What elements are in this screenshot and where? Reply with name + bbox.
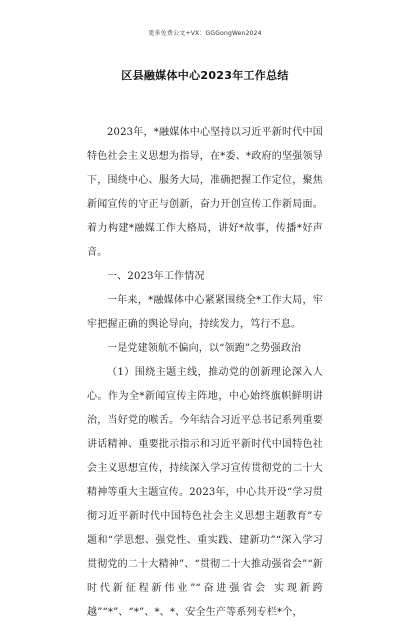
paragraph-detail: （1）围绕主题主线，推动党的创新理论深入人心。作为全*新闻宣传主阵地，中心始终旗帜鲜明讲治，当好党的喉舌。今年结合习近平总书记系列重要讲话精神、重要批示指示和习近平新时代中国特色社会主义思想宣传，持续深入学习宣传贯彻党的二十大精神等重大主题宣传。2023年，中心共开设“学习贯彻习近平新时代中国特色社会主义思想主题教育”专题和“学思想、强党性、重实践、建新功”“深入学习贯彻党的二十大精神”、“贯彻二十大推动强省会”“新时代新征程新伟业”“奋进强省会 实现新跨越”“*”、“*”、*、*、安全生产等系列专栏*个， <box>87 367 323 618</box>
header-note: 更多免费公文+VX：GGGongWen2024 <box>148 30 262 37</box>
section-heading: 一、2023年工作情况 <box>107 271 205 282</box>
document-body <box>87 121 323 625</box>
document-title: 区县融媒体中心2023年工作总结 <box>121 69 289 82</box>
paragraph-summary: 一年来，*融媒体中心紧紧围绕全*工作大局，牢牢把握正确的舆论导向，持续发力，笃行不息。 <box>87 295 323 330</box>
subsection-heading: 一是党建领航不偏向，以“领跑”之势强政治 <box>107 343 302 354</box>
paragraph-intro: 2023年，*融媒体中心坚持以习近平新时代中国特色社会主义思想为指导，在*委、*政府的坚强领导下，围绕中心、服务大局，准确把握工作定位，聚焦新闻宣传的守正与创新，奋力开创宣传工作新局面。着力构建*融媒工作大格局，讲好*故事，传播*好声音。 <box>87 127 323 258</box>
